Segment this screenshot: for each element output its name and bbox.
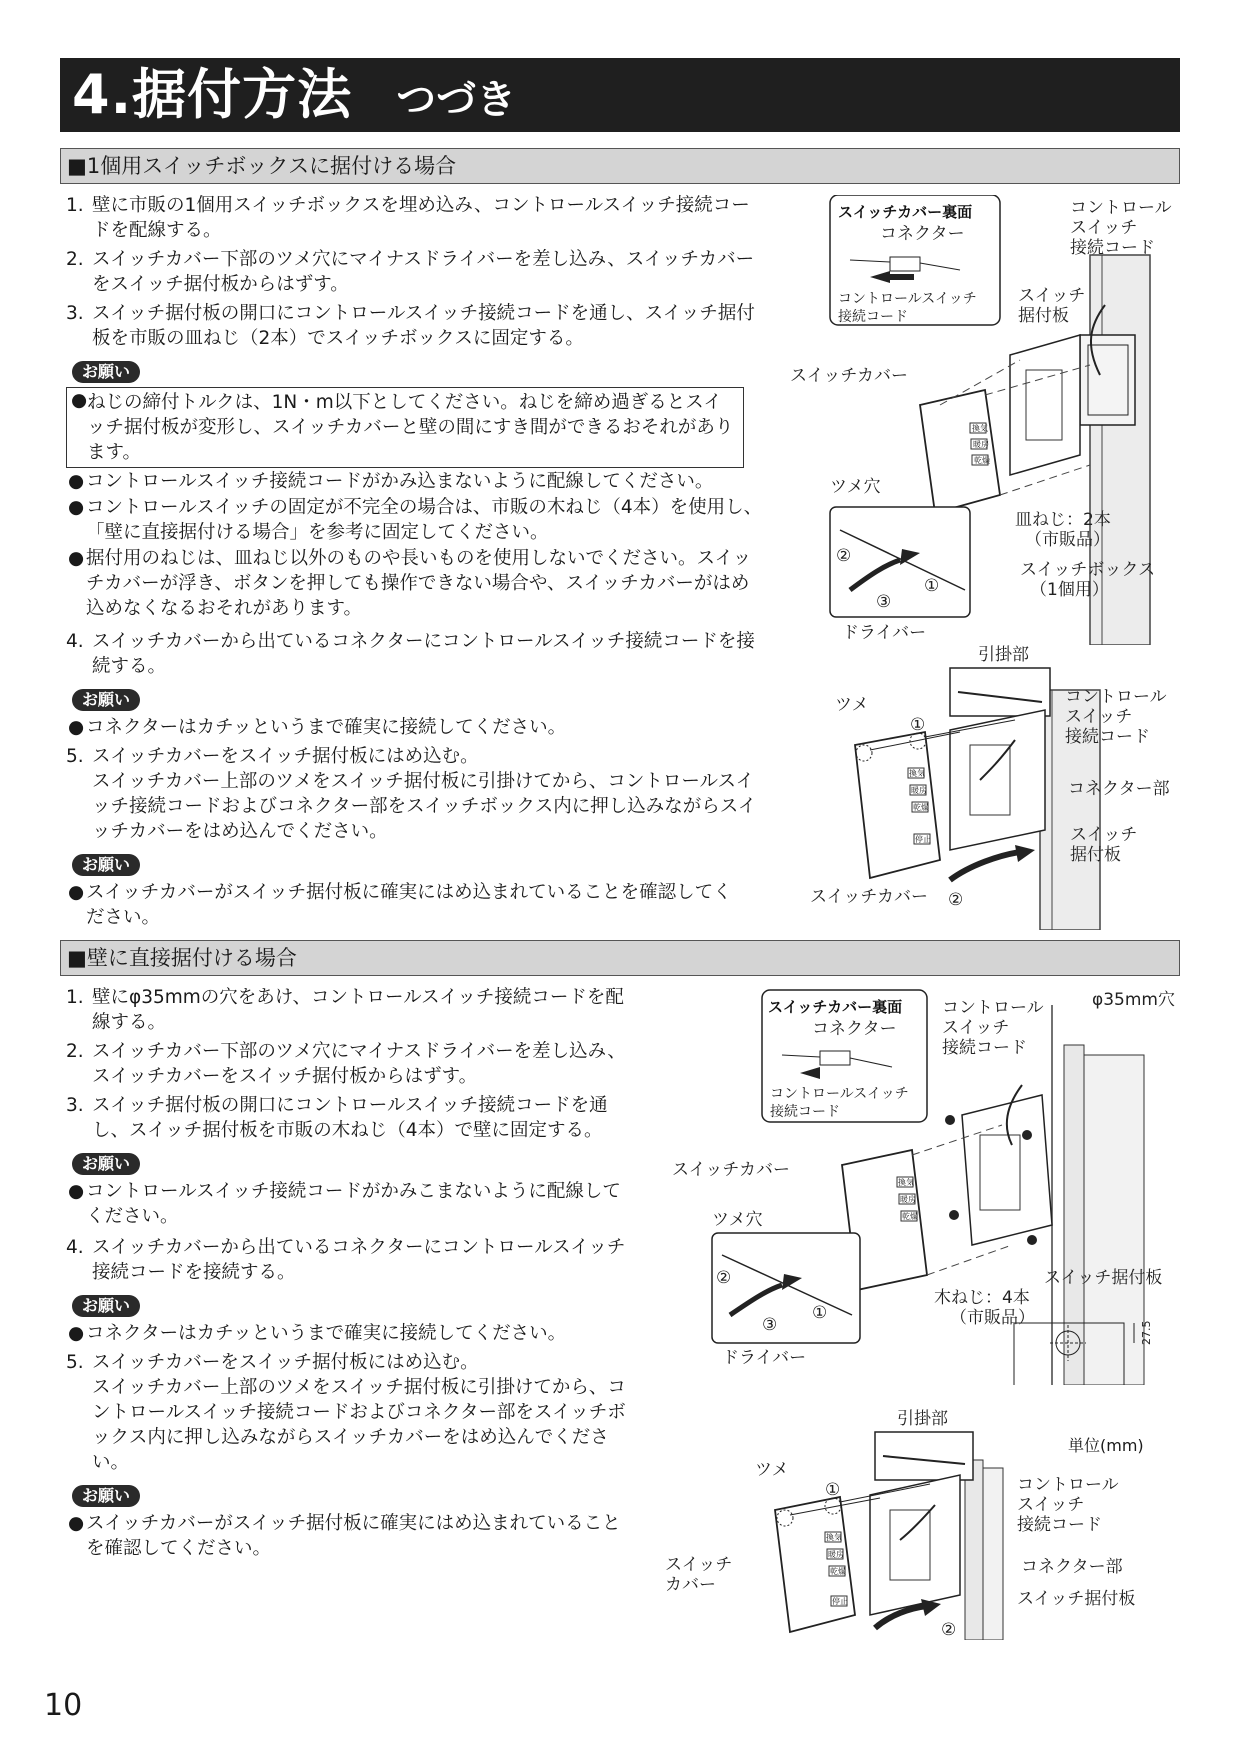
btn-label: 乾燥 <box>830 1567 846 1576</box>
note-torque: ● ねじの締付トルクは、1N・m以下としてください。ねじを締め過ぎるとスイッチ据付板が変形し、スイッチカバーと壁の間にすき間ができるおそれがあります。 <box>66 387 744 468</box>
note-cord: ● コントロールスイッチ接続コードがかみこまないように配線してください。 <box>68 1181 621 1227</box>
cord-label: スイッチ <box>1070 218 1138 238</box>
page-number: 10 <box>44 1688 83 1723</box>
page-title-bar <box>60 58 1180 132</box>
step-marker: ③ <box>762 1315 778 1335</box>
btn-label: 暖房 <box>900 1195 916 1204</box>
cord-label: コントロール <box>1070 198 1172 218</box>
diagram-switch-box-removal <box>790 195 1190 645</box>
plate-label: 据付板 <box>1070 845 1121 865</box>
cover-label: スイッチカバー <box>672 1160 790 1180</box>
inset-cord-label: コントロールスイッチ <box>770 1086 909 1102</box>
note-fixing: ● コントロールスイッチの固定が不完全の場合は、市販の木ねじ（4本）を使用し、「壁に直接据付ける場合」を参考に固定してください。 <box>68 497 763 543</box>
note-connector: ● コネクターはカチッというまで確実に接続してください。 <box>68 717 567 738</box>
dimension-label: 27.5 <box>1140 1320 1153 1345</box>
btn-label: 換気 <box>972 424 988 433</box>
driver-label: ドライバー <box>842 623 927 643</box>
step-2: 2. スイッチカバー下部のツメ穴にマイナスドライバーを差し込み、スイッチカバーをスイッチ据付板からはずす。 <box>66 1041 626 1087</box>
btn-label: 乾燥 <box>902 1212 918 1221</box>
hook-label: 引掛部 <box>897 1409 948 1429</box>
connector-part-label: コネクター部 <box>1021 1557 1123 1577</box>
cord-label: 接続コード <box>1070 238 1155 258</box>
step-marker: ① <box>812 1303 828 1323</box>
onegai-badge: お願い <box>72 1153 140 1175</box>
step-marker: ① <box>825 1480 841 1500</box>
btn-label: 換気 <box>909 769 925 778</box>
onegai-badge: お願い <box>72 854 140 876</box>
inset-title: スイッチカバー裏面 <box>838 203 973 221</box>
step-marker: ③ <box>876 592 892 612</box>
cord-label: コントロール <box>1017 1475 1119 1495</box>
inset-title: スイッチカバー裏面 <box>768 998 903 1016</box>
cord-label: スイッチ <box>1017 1495 1085 1515</box>
step-5: 5. スイッチカバーをスイッチ据付板にはめ込む。 スイッチカバー上部のツメをスイッチ据付板に引掛けてから、コントロールスイッチ接続コードおよびコネクター部をスイッチボックス内に押し込みながらスイッチカバーをはめ込んでください。 <box>66 1352 626 1473</box>
onegai-badge: お願い <box>72 1485 140 1507</box>
step-marker: ① <box>924 576 940 596</box>
step-3: 3. スイッチ据付板の開口にコントロールスイッチ接続コードを通し、スイッチ据付板を市販の木ねじ（4本）で壁に固定する。 <box>66 1095 608 1141</box>
btn-label: 暖房 <box>911 786 927 795</box>
box-label: （1個用） <box>1030 580 1109 600</box>
connector-label: コネクター <box>880 224 965 244</box>
step-marker: ② <box>941 1620 957 1640</box>
inset-cord-label: コントロールスイッチ <box>838 291 977 307</box>
onegai-badge: お願い <box>72 1295 140 1317</box>
connector-label: コネクター <box>812 1019 897 1039</box>
cover-label: スイッチカバー <box>790 366 908 386</box>
driver-label: ドライバー <box>722 1348 807 1368</box>
step-4: 4. スイッチカバーから出ているコネクターにコントロールスイッチ接続コードを接続する。 <box>66 631 755 677</box>
section-heading-direct-wall: ■壁に直接据付ける場合 <box>60 940 1180 976</box>
btn-label: 換気 <box>826 1533 842 1542</box>
tsume-hole-label: ツメ穴 <box>830 477 881 497</box>
section-heading-switch-box: ■1個用スイッチボックスに据付ける場合 <box>60 148 1180 184</box>
screw-label: 木ねじ：4本 <box>934 1288 1030 1308</box>
inset-cord-label: 接続コード <box>838 309 908 325</box>
step-2: 2. スイッチカバー下部のツメ穴にマイナスドライバーを差し込み、スイッチカバーをスイッチ据付板からはずす。 <box>66 249 755 295</box>
section2-text <box>66 985 626 1562</box>
step-1: 1. 壁にφ35mmの穴をあけ、コントロールスイッチ接続コードを配線する。 <box>66 987 624 1033</box>
plate-label: スイッチ据付板 <box>1044 1268 1163 1288</box>
inset-cord-label: 接続コード <box>770 1104 840 1120</box>
page-title: 4.据付方法 <box>72 63 353 126</box>
btn-label: 換気 <box>898 1178 914 1187</box>
diagram-switch-box-attach <box>800 640 1190 930</box>
step-marker: ② <box>836 546 852 566</box>
note-cord: ● コントロールスイッチ接続コードがかみ込まないように配線してください。 <box>68 471 714 492</box>
box-label: スイッチボックス <box>1020 560 1156 580</box>
note-confirm: ● スイッチカバーがスイッチ据付板に確実にはめ込まれていることを確認してください。 <box>68 1513 621 1559</box>
note-screws: ● 据付用のねじは、皿ねじ以外のものや長いものを使用しないでください。スイッチカバーが浮き、ボタンを押しても操作できない場合や、スイッチカバーがはめ込めなくなるおそれがあります。 <box>68 548 752 619</box>
step-1: 1. 壁に市販の1個用スイッチボックスを埋め込み、コントロールスイッチ接続コードを配線する。 <box>66 195 750 241</box>
cord-label: 接続コード <box>1065 727 1150 747</box>
screw-note: （市販品） <box>950 1308 1035 1328</box>
btn-label: 停止 <box>832 1597 848 1606</box>
cord-label: 接続コード <box>942 1038 1027 1058</box>
diagram-direct-wall-attach <box>665 1400 1185 1640</box>
note-connector: ● コネクターはカチッというまで確実に接続してください。 <box>68 1323 567 1344</box>
page-subtitle: つづき <box>396 77 517 123</box>
cord-label: コントロール <box>942 998 1044 1018</box>
onegai-badge: お願い <box>72 361 140 383</box>
cover-label: スイッチ <box>665 1555 733 1575</box>
unit-label: 単位(mm) <box>1068 1436 1144 1455</box>
cord-label: スイッチ <box>942 1018 1010 1038</box>
onegai-badge: お願い <box>72 689 140 711</box>
cover-label: スイッチカバー <box>810 887 928 907</box>
cord-label: コントロール <box>1065 687 1167 707</box>
step-marker: ② <box>948 890 964 910</box>
hole-label: φ35mm穴 <box>1092 990 1175 1010</box>
cover-label: カバー <box>665 1575 716 1595</box>
cord-label: スイッチ <box>1065 707 1133 727</box>
cord-label: 接続コード <box>1017 1515 1102 1535</box>
btn-label: 乾燥 <box>913 803 929 812</box>
step-marker: ② <box>716 1268 732 1288</box>
plate-label: スイッチ <box>1070 825 1138 845</box>
tsume-label: ツメ <box>835 695 869 715</box>
step-3: 3. スイッチ据付板の開口にコントロールスイッチ接続コードを通し、スイッチ据付板を市販の皿ねじ（2本）でスイッチボックスに固定する。 <box>66 303 755 349</box>
btn-label: 暖房 <box>828 1550 844 1559</box>
plate-label: スイッチ <box>1018 286 1086 306</box>
btn-label: 暖房 <box>973 440 989 449</box>
plate-label: 据付板 <box>1018 306 1069 326</box>
tsume-hole-label: ツメ穴 <box>712 1210 763 1230</box>
plate-label: スイッチ据付板 <box>1017 1589 1136 1609</box>
btn-label: 停止 <box>915 835 931 844</box>
step-marker: ① <box>910 715 926 735</box>
step-4: 4. スイッチカバーから出ているコネクターにコントロールスイッチ接続コードを接続する。 <box>66 1237 626 1283</box>
screw-label: 皿ねじ：2本 <box>1015 510 1111 530</box>
tsume-label: ツメ <box>755 1460 789 1480</box>
step-5: 5. スイッチカバーをスイッチ据付板にはめ込む。 スイッチカバー上部のツメをスイッチ据付板に引掛けてから、コントロールスイッチ接続コードおよびコネクター部をスイッチボックス内に押し込みながらスイッチカバーをはめ込んでください。 <box>66 746 757 842</box>
diagram-direct-wall-removal <box>672 985 1192 1385</box>
connector-part-label: コネクター部 <box>1068 779 1170 799</box>
hook-label: 引掛部 <box>978 645 1029 665</box>
section1-text <box>66 193 766 931</box>
note-confirm: ● スイッチカバーがスイッチ据付板に確実にはめ込まれていることを確認してください。 <box>68 882 732 928</box>
screw-note: （市販品） <box>1025 530 1110 550</box>
btn-label: 乾燥 <box>974 456 990 465</box>
